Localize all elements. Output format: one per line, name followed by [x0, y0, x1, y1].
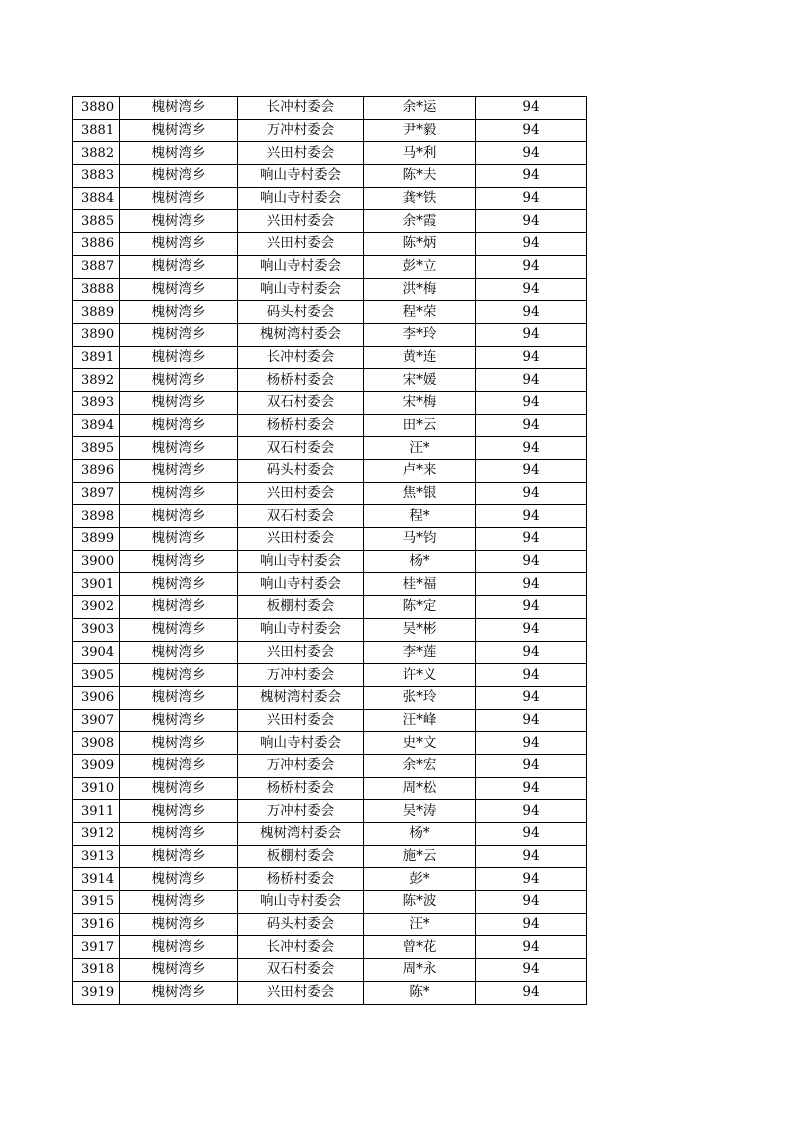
cell-township: 槐树湾乡 [120, 323, 238, 346]
cell-township: 槐树湾乡 [120, 891, 238, 914]
cell-name: 李*玲 [364, 323, 476, 346]
cell-village: 长冲村委会 [238, 936, 364, 959]
cell-village: 码头村委会 [238, 913, 364, 936]
table-row [73, 391, 587, 414]
cell-township: 槐树湾乡 [120, 97, 238, 120]
cell-score: 94 [476, 482, 587, 505]
cell-name: 彭* [364, 868, 476, 891]
cell-score: 94 [476, 505, 587, 528]
cell-number: 3887 [73, 255, 120, 278]
cell-village: 杨桥村委会 [238, 369, 364, 392]
cell-township: 槐树湾乡 [120, 346, 238, 369]
cell-village: 槐树湾村委会 [238, 823, 364, 846]
table-row [73, 346, 587, 369]
table-row [73, 845, 587, 868]
cell-name: 马*利 [364, 142, 476, 165]
cell-village: 万冲村委会 [238, 754, 364, 777]
table-row [73, 618, 587, 641]
table-row [73, 278, 587, 301]
cell-village: 板棚村委会 [238, 845, 364, 868]
cell-score: 94 [476, 346, 587, 369]
cell-name: 曾*花 [364, 936, 476, 959]
cell-township: 槐树湾乡 [120, 391, 238, 414]
cell-village: 双石村委会 [238, 505, 364, 528]
cell-township: 槐树湾乡 [120, 596, 238, 619]
cell-name: 汪* [364, 437, 476, 460]
roster-table-body [73, 97, 587, 1005]
table-row [73, 800, 587, 823]
cell-village: 兴田村委会 [238, 233, 364, 256]
table-row [73, 505, 587, 528]
cell-township: 槐树湾乡 [120, 686, 238, 709]
cell-village: 响山寺村委会 [238, 187, 364, 210]
cell-score: 94 [476, 709, 587, 732]
cell-number: 3911 [73, 800, 120, 823]
cell-village: 万冲村委会 [238, 119, 364, 142]
cell-score: 94 [476, 777, 587, 800]
cell-name: 施*云 [364, 845, 476, 868]
cell-village: 兴田村委会 [238, 482, 364, 505]
table-row [73, 686, 587, 709]
cell-name: 陈*炳 [364, 233, 476, 256]
cell-number: 3894 [73, 414, 120, 437]
table-row [73, 165, 587, 188]
cell-township: 槐树湾乡 [120, 777, 238, 800]
cell-score: 94 [476, 686, 587, 709]
cell-village: 响山寺村委会 [238, 255, 364, 278]
table-row [73, 119, 587, 142]
cell-name: 黄*连 [364, 346, 476, 369]
cell-score: 94 [476, 233, 587, 256]
cell-number: 3908 [73, 732, 120, 755]
table-row [73, 913, 587, 936]
cell-township: 槐树湾乡 [120, 618, 238, 641]
cell-name: 余*运 [364, 97, 476, 120]
cell-village: 响山寺村委会 [238, 573, 364, 596]
table-row [73, 437, 587, 460]
cell-number: 3890 [73, 323, 120, 346]
cell-score: 94 [476, 97, 587, 120]
cell-score: 94 [476, 210, 587, 233]
cell-number: 3885 [73, 210, 120, 233]
cell-score: 94 [476, 391, 587, 414]
cell-number: 3902 [73, 596, 120, 619]
cell-score: 94 [476, 460, 587, 483]
cell-township: 槐树湾乡 [120, 437, 238, 460]
cell-name: 宋*梅 [364, 391, 476, 414]
cell-name: 杨* [364, 823, 476, 846]
cell-number: 3900 [73, 550, 120, 573]
cell-number: 3897 [73, 482, 120, 505]
cell-township: 槐树湾乡 [120, 165, 238, 188]
cell-village: 杨桥村委会 [238, 868, 364, 891]
cell-township: 槐树湾乡 [120, 278, 238, 301]
cell-score: 94 [476, 845, 587, 868]
cell-village: 双石村委会 [238, 437, 364, 460]
table-row [73, 255, 587, 278]
cell-score: 94 [476, 573, 587, 596]
cell-township: 槐树湾乡 [120, 800, 238, 823]
cell-score: 94 [476, 528, 587, 551]
cell-name: 余*宏 [364, 754, 476, 777]
cell-name: 尹*毅 [364, 119, 476, 142]
cell-name: 吴*涛 [364, 800, 476, 823]
cell-number: 3892 [73, 369, 120, 392]
cell-score: 94 [476, 823, 587, 846]
table-row [73, 369, 587, 392]
cell-name: 杨* [364, 550, 476, 573]
cell-number: 3906 [73, 686, 120, 709]
cell-village: 兴田村委会 [238, 981, 364, 1004]
cell-name: 彭*立 [364, 255, 476, 278]
cell-village: 响山寺村委会 [238, 891, 364, 914]
table-row [73, 823, 587, 846]
table-row [73, 981, 587, 1004]
table-row [73, 709, 587, 732]
cell-name: 史*文 [364, 732, 476, 755]
table-row [73, 482, 587, 505]
cell-township: 槐树湾乡 [120, 233, 238, 256]
cell-village: 兴田村委会 [238, 210, 364, 233]
cell-score: 94 [476, 754, 587, 777]
table-row [73, 414, 587, 437]
cell-number: 3891 [73, 346, 120, 369]
cell-number: 3898 [73, 505, 120, 528]
table-row [73, 210, 587, 233]
cell-township: 槐树湾乡 [120, 936, 238, 959]
cell-name: 陈*夫 [364, 165, 476, 188]
cell-score: 94 [476, 165, 587, 188]
cell-name: 焦*银 [364, 482, 476, 505]
table-row [73, 596, 587, 619]
table-row [73, 868, 587, 891]
cell-number: 3903 [73, 618, 120, 641]
cell-name: 洪*梅 [364, 278, 476, 301]
cell-village: 兴田村委会 [238, 142, 364, 165]
cell-score: 94 [476, 119, 587, 142]
cell-township: 槐树湾乡 [120, 709, 238, 732]
cell-score: 94 [476, 891, 587, 914]
cell-number: 3905 [73, 664, 120, 687]
cell-score: 94 [476, 187, 587, 210]
cell-township: 槐树湾乡 [120, 573, 238, 596]
cell-township: 槐树湾乡 [120, 868, 238, 891]
cell-score: 94 [476, 301, 587, 324]
cell-number: 3919 [73, 981, 120, 1004]
cell-number: 3914 [73, 868, 120, 891]
cell-village: 长冲村委会 [238, 97, 364, 120]
cell-township: 槐树湾乡 [120, 119, 238, 142]
cell-number: 3915 [73, 891, 120, 914]
cell-township: 槐树湾乡 [120, 550, 238, 573]
cell-score: 94 [476, 868, 587, 891]
cell-township: 槐树湾乡 [120, 823, 238, 846]
cell-name: 吴*彬 [364, 618, 476, 641]
cell-score: 94 [476, 913, 587, 936]
table-row [73, 664, 587, 687]
cell-name: 马*钧 [364, 528, 476, 551]
cell-score: 94 [476, 369, 587, 392]
table-row [73, 460, 587, 483]
cell-name: 龚*铁 [364, 187, 476, 210]
roster-table [72, 96, 587, 1005]
cell-number: 3889 [73, 301, 120, 324]
cell-score: 94 [476, 800, 587, 823]
cell-name: 张*玲 [364, 686, 476, 709]
cell-name: 周*松 [364, 777, 476, 800]
cell-number: 3916 [73, 913, 120, 936]
cell-score: 94 [476, 641, 587, 664]
cell-number: 3886 [73, 233, 120, 256]
table-row [73, 754, 587, 777]
cell-township: 槐树湾乡 [120, 754, 238, 777]
cell-number: 3918 [73, 959, 120, 982]
cell-township: 槐树湾乡 [120, 187, 238, 210]
cell-township: 槐树湾乡 [120, 505, 238, 528]
cell-score: 94 [476, 664, 587, 687]
cell-village: 兴田村委会 [238, 528, 364, 551]
cell-township: 槐树湾乡 [120, 255, 238, 278]
cell-score: 94 [476, 278, 587, 301]
cell-score: 94 [476, 323, 587, 346]
cell-number: 3893 [73, 391, 120, 414]
cell-name: 李*莲 [364, 641, 476, 664]
cell-number: 3917 [73, 936, 120, 959]
cell-township: 槐树湾乡 [120, 845, 238, 868]
cell-village: 兴田村委会 [238, 641, 364, 664]
table-row [73, 777, 587, 800]
cell-number: 3895 [73, 437, 120, 460]
cell-number: 3901 [73, 573, 120, 596]
cell-number: 3904 [73, 641, 120, 664]
table-row [73, 641, 587, 664]
cell-score: 94 [476, 981, 587, 1004]
cell-name: 汪*峰 [364, 709, 476, 732]
cell-name: 桂*福 [364, 573, 476, 596]
cell-name: 陈*波 [364, 891, 476, 914]
cell-village: 杨桥村委会 [238, 777, 364, 800]
cell-score: 94 [476, 437, 587, 460]
cell-village: 兴田村委会 [238, 709, 364, 732]
cell-name: 陈* [364, 981, 476, 1004]
cell-township: 槐树湾乡 [120, 913, 238, 936]
table-row [73, 891, 587, 914]
cell-score: 94 [476, 596, 587, 619]
cell-village: 槐树湾村委会 [238, 686, 364, 709]
cell-name: 宋*媛 [364, 369, 476, 392]
cell-name: 卢*来 [364, 460, 476, 483]
cell-name: 许*义 [364, 664, 476, 687]
table-row [73, 732, 587, 755]
cell-village: 长冲村委会 [238, 346, 364, 369]
cell-township: 槐树湾乡 [120, 664, 238, 687]
table-row [73, 233, 587, 256]
cell-name: 汪* [364, 913, 476, 936]
cell-name: 余*霞 [364, 210, 476, 233]
table-row [73, 550, 587, 573]
cell-number: 3907 [73, 709, 120, 732]
cell-township: 槐树湾乡 [120, 301, 238, 324]
cell-village: 万冲村委会 [238, 664, 364, 687]
cell-village: 响山寺村委会 [238, 165, 364, 188]
cell-number: 3899 [73, 528, 120, 551]
cell-number: 3880 [73, 97, 120, 120]
table-row [73, 528, 587, 551]
cell-number: 3912 [73, 823, 120, 846]
cell-score: 94 [476, 550, 587, 573]
cell-township: 槐树湾乡 [120, 959, 238, 982]
cell-village: 响山寺村委会 [238, 278, 364, 301]
cell-village: 板棚村委会 [238, 596, 364, 619]
cell-name: 田*云 [364, 414, 476, 437]
cell-number: 3910 [73, 777, 120, 800]
cell-score: 94 [476, 618, 587, 641]
cell-village: 万冲村委会 [238, 800, 364, 823]
table-row [73, 959, 587, 982]
cell-township: 槐树湾乡 [120, 482, 238, 505]
cell-village: 双石村委会 [238, 391, 364, 414]
cell-score: 94 [476, 959, 587, 982]
table-row [73, 323, 587, 346]
cell-score: 94 [476, 414, 587, 437]
cell-number: 3909 [73, 754, 120, 777]
cell-number: 3913 [73, 845, 120, 868]
cell-village: 响山寺村委会 [238, 732, 364, 755]
cell-name: 程* [364, 505, 476, 528]
cell-village: 响山寺村委会 [238, 618, 364, 641]
cell-township: 槐树湾乡 [120, 460, 238, 483]
table-row [73, 97, 587, 120]
cell-township: 槐树湾乡 [120, 732, 238, 755]
cell-name: 周*永 [364, 959, 476, 982]
table-row [73, 187, 587, 210]
cell-number: 3881 [73, 119, 120, 142]
cell-number: 3882 [73, 142, 120, 165]
cell-township: 槐树湾乡 [120, 528, 238, 551]
cell-number: 3888 [73, 278, 120, 301]
cell-village: 杨桥村委会 [238, 414, 364, 437]
cell-score: 94 [476, 142, 587, 165]
cell-number: 3883 [73, 165, 120, 188]
cell-score: 94 [476, 936, 587, 959]
cell-township: 槐树湾乡 [120, 210, 238, 233]
cell-village: 码头村委会 [238, 301, 364, 324]
table-row [73, 301, 587, 324]
cell-township: 槐树湾乡 [120, 142, 238, 165]
cell-number: 3884 [73, 187, 120, 210]
cell-score: 94 [476, 732, 587, 755]
cell-village: 双石村委会 [238, 959, 364, 982]
cell-score: 94 [476, 255, 587, 278]
cell-township: 槐树湾乡 [120, 369, 238, 392]
cell-name: 陈*定 [364, 596, 476, 619]
cell-number: 3896 [73, 460, 120, 483]
table-row [73, 142, 587, 165]
cell-name: 程*荣 [364, 301, 476, 324]
cell-township: 槐树湾乡 [120, 414, 238, 437]
cell-village: 码头村委会 [238, 460, 364, 483]
table-row [73, 573, 587, 596]
table-row [73, 936, 587, 959]
cell-village: 槐树湾村委会 [238, 323, 364, 346]
cell-village: 响山寺村委会 [238, 550, 364, 573]
cell-township: 槐树湾乡 [120, 981, 238, 1004]
cell-township: 槐树湾乡 [120, 641, 238, 664]
